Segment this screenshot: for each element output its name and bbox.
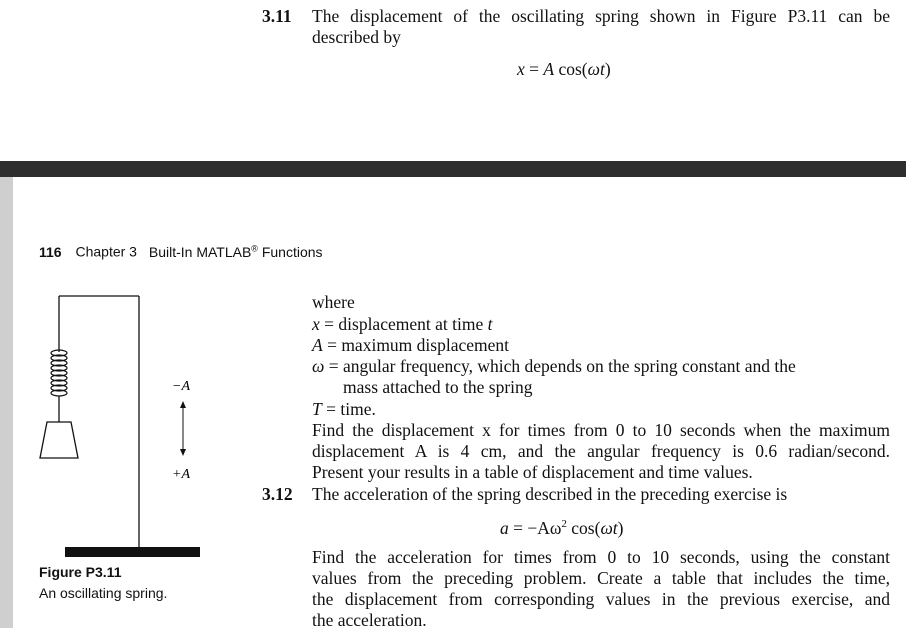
page-margin-bar — [0, 177, 13, 628]
minus-a-label: −A — [172, 379, 190, 394]
problem-3-12-body — [312, 547, 890, 631]
problem-3-12-intro: The acceleration of the spring described in the preceding exercise is — [312, 484, 788, 504]
problem-3-12-line-4: the acceleration. — [312, 610, 427, 630]
task-3-11-line-2: displacement A is 4 cm, and the angular frequency is 0.6 radian/second. — [312, 441, 890, 461]
chapter-label: Chapter 3 — [75, 243, 137, 260]
def-omega: ω = angular frequency, which depends on the spring constant and the — [312, 356, 796, 376]
arrow-head-up — [180, 401, 186, 408]
running-header — [39, 243, 323, 260]
task-3-11-line-1: Find the displacement x for times from 0 to 10 seconds when the maximum — [312, 420, 890, 440]
def-a: A = maximum displacement — [312, 335, 509, 355]
problem-number-3-11: 3.11 — [262, 6, 292, 26]
spring-figure — [30, 290, 210, 562]
problem-3-12-line-3: the displacement from corresponding values in the previous exercise, and — [312, 589, 890, 609]
base-plate — [65, 547, 200, 557]
figure-title: Figure P3.11 — [39, 564, 122, 580]
task-3-11 — [312, 420, 890, 483]
def-x: x = displacement at time t — [312, 314, 493, 334]
plus-a-label: +A — [172, 467, 190, 482]
spring-coils — [51, 350, 67, 396]
page-number: 116 — [39, 243, 62, 260]
page-divider-bar — [0, 161, 906, 177]
problem-3-11-line-1: The displacement of the oscillating spring shown in Figure P3.11 can be — [312, 6, 890, 26]
figure-caption: An oscillating spring. — [39, 585, 168, 601]
problem-3-11-line-2: described by — [312, 27, 401, 47]
chapter-title: Built-In MATLAB® Functions — [148, 243, 323, 260]
problem-3-12-line-1: Find the acceleration for times from 0 to 10 seconds, using the constant — [312, 547, 890, 567]
problem-3-11-text — [312, 6, 890, 48]
def-t: T = time. — [312, 399, 376, 419]
acceleration-equation: $a = -A\omega^2$ cos(ωt) — [500, 517, 624, 538]
task-3-11-line-3: Present your results in a table of displacement and time values. — [312, 462, 753, 482]
mass-block — [40, 422, 78, 458]
arrow-head-down — [180, 449, 186, 456]
problem-3-12-line-2: values from the preceding problem. Create a table that includes the time, — [312, 568, 890, 588]
where-label: where — [312, 292, 355, 312]
problem-number-3-12: 3.12 — [262, 484, 293, 504]
def-omega-cont: mass attached to the spring — [343, 377, 533, 397]
displacement-equation: x = A cos(ωt) — [517, 59, 611, 79]
